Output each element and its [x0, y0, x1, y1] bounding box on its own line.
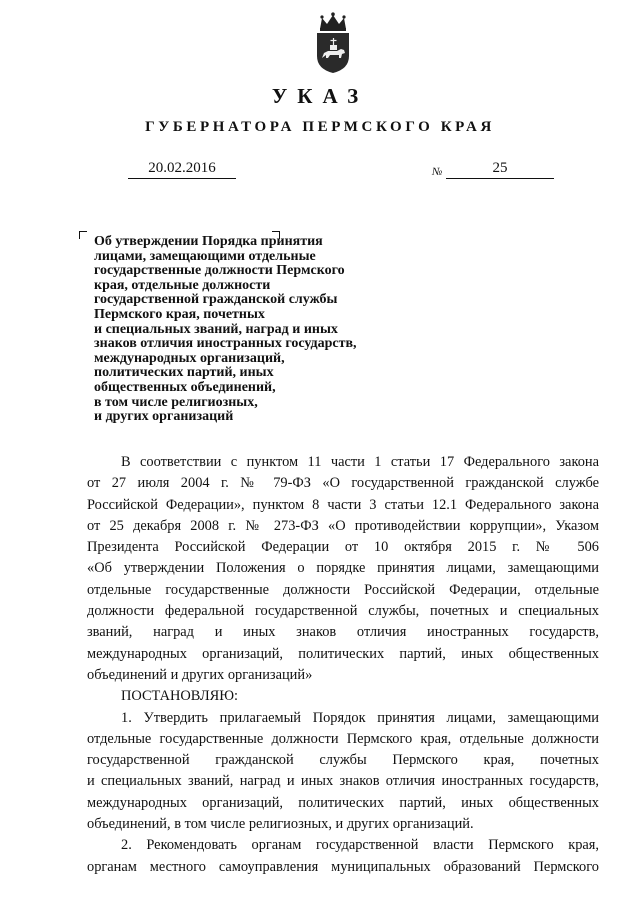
body-line: от 27 июля 2004 г. № 79-ФЗ «О государственной гражданской службе — [87, 475, 599, 492]
body-line: Российской Федерации», пунктом 8 части 3 статьи 12.1 Федерального закона — [87, 496, 599, 513]
heading-line: и специальных званий, наград и иных — [94, 321, 338, 337]
document-subtitle: ГУБЕРНАТОРА ПЕРМСКОГО КРАЯ — [145, 119, 495, 135]
body-line: государственной гражданской службы Пермского края, почетных — [87, 752, 599, 769]
heading-line: международных организаций, — [94, 350, 285, 366]
preamble-paragraph — [87, 452, 599, 686]
body-line: и специальных званий, наград и иных знаков отличия иностранных государств, — [87, 773, 599, 790]
item-2-paragraph — [87, 835, 599, 878]
item-1-paragraph — [87, 708, 599, 836]
body-line: должности федеральной государственной службы, почетных и специальных — [87, 603, 599, 620]
body-line: объединений и других организаций» — [87, 666, 313, 683]
body-line: В соответствии с пунктом 11 части 1 статьи 17 Федерального закона — [121, 454, 599, 470]
body-line: званий, наград и иных знаков отличия иностранных государств, — [87, 624, 599, 641]
decree-number-label: № — [432, 166, 443, 178]
body-line: 1. Утвердить прилагаемый Порядок принятия лицами, замещающими — [121, 709, 599, 726]
decree-word: ПОСТАНОВЛЯЮ: — [121, 688, 239, 705]
body-line: отдельные государственные должности Российской Федерации, отдельные — [87, 581, 599, 598]
body-line: международных организаций, политических партий, иных общественных — [87, 645, 599, 662]
heading-line: политических партий, иных — [94, 365, 274, 381]
heading-line: Об утверждении Порядка принятия — [94, 234, 323, 249]
heading-corner-mark-left — [79, 231, 87, 239]
document-title: УКАЗ — [271, 84, 369, 108]
heading-line: государственные должности Пермского — [94, 263, 345, 279]
decree-heading — [94, 235, 394, 425]
heading-line: Пермского края, почетных — [94, 306, 265, 322]
body-line: «Об утверждении Положения о порядке принятия лицами, замещающими — [87, 560, 599, 577]
body-line: органам местного самоуправления муниципальных образований Пермского — [87, 858, 599, 875]
heading-line: знаков отличия иностранных государств, — [94, 336, 357, 352]
heading-line: и других организаций — [94, 409, 234, 425]
body-line: международных организаций, политических партий, иных общественных — [87, 794, 599, 811]
decree-body — [87, 452, 599, 878]
heading-line: лицами, замещающими отдельные — [94, 248, 316, 264]
body-line: Президента Российской Федерации от 10 октября 2015 г. № 506 — [87, 539, 599, 556]
decree-number: 25 — [446, 160, 554, 179]
body-line: объединений, в том числе религиозных, и других организаций. — [87, 816, 474, 833]
heading-line: государственной гражданской службы — [94, 292, 338, 308]
heading-line: в том числе религиозных, — [94, 394, 258, 410]
decree-date: 20.02.2016 — [128, 160, 236, 179]
body-line: от 25 декабря 2008 г. № 273-ФЗ «О противодействии коррупции», Указом — [87, 517, 599, 534]
body-line: 2. Рекомендовать органам государственной власти Пермского края, — [121, 837, 599, 854]
heading-line: края, отдельные должности — [94, 277, 271, 293]
body-line: отдельные государственные должности Пермского края, отдельные должности — [87, 730, 599, 747]
perm-krai-coat-of-arms-icon — [313, 12, 353, 74]
heading-line: общественных объединений, — [94, 379, 276, 395]
